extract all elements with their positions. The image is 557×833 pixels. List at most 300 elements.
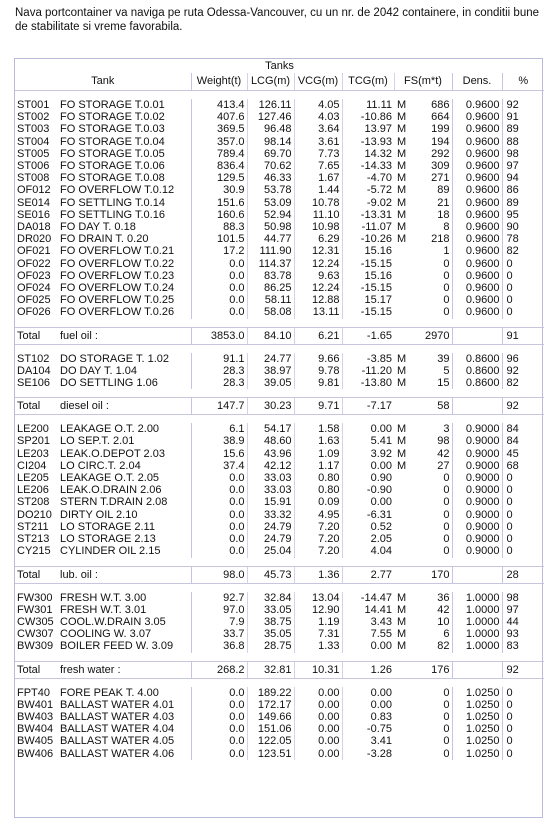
weight-cell: 0.0 — [191, 306, 247, 318]
density-cell: 0.9000 — [452, 545, 502, 557]
percent-cell: 68 — [502, 460, 544, 472]
tank-name: FO STORAGE T.0.05 — [60, 147, 165, 160]
total-lcg: 84.10 — [247, 327, 294, 344]
tcg-cell: 0.00 — [342, 699, 394, 711]
vcg-cell: 12.90 — [294, 604, 342, 616]
tank-code: ST211 — [17, 520, 49, 533]
vcg-cell: 9.81 — [294, 377, 342, 389]
density-cell: 0.9600 — [452, 306, 502, 318]
total-fs: 2970 — [412, 327, 452, 344]
percent-cell: 45 — [502, 448, 544, 460]
fs-unit-cell: M — [397, 99, 407, 111]
tank-code: OF021 — [17, 245, 51, 258]
fs-cell: 0 — [443, 723, 450, 736]
fs-cell: 21 — [437, 196, 450, 209]
percent-cell: 78 — [502, 233, 544, 245]
tank-code: LE203 — [17, 447, 49, 460]
tank-code: ST001 — [17, 99, 50, 111]
lcg-cell: 58.08 — [247, 306, 294, 318]
total-vcg: 10.31 — [294, 661, 342, 678]
lcg-cell: 111.90 — [247, 245, 294, 257]
density-cell: 0.9600 — [452, 160, 502, 172]
vcg-cell: 9.63 — [294, 270, 342, 282]
weight-cell: 28.3 — [191, 377, 247, 389]
table-row — [15, 687, 544, 699]
fs-unit-cell: M — [397, 233, 407, 246]
vcg-cell: 1.17 — [294, 460, 342, 472]
fs-unit-cell: M — [397, 135, 407, 148]
total-vcg: 6.21 — [294, 327, 342, 344]
table-row — [15, 723, 544, 735]
tcg-cell: -3.28 — [342, 748, 394, 760]
table-row — [15, 604, 544, 616]
fs-cell: 18 — [437, 208, 450, 221]
vcg-cell: 7.31 — [294, 628, 342, 640]
table-row — [15, 209, 544, 221]
vcg-cell: 7.20 — [294, 533, 342, 545]
table-row — [15, 377, 544, 389]
tcg-cell: 3.43 — [342, 616, 394, 628]
density-cell: 0.9600 — [452, 184, 502, 196]
weight-cell: 129.5 — [191, 172, 247, 184]
fs-unit-cell — [394, 245, 412, 257]
vcg-cell: 7.20 — [294, 545, 342, 557]
density-cell: 0.9600 — [452, 258, 502, 270]
table-row — [15, 545, 544, 557]
percent-cell: 0 — [502, 748, 544, 760]
tank-name: DIRTY OIL 2.10 — [60, 508, 138, 521]
total-weight: 147.7 — [191, 398, 247, 415]
total-lcg: 30.23 — [247, 398, 294, 415]
density-cell: 1.0000 — [452, 616, 502, 628]
fs-cell: 39 — [437, 352, 450, 365]
density-cell: 1.0250 — [452, 735, 502, 747]
tank-name: FO OVERFLOW T.0.24 — [60, 282, 175, 295]
weight-cell: 0.0 — [191, 509, 247, 521]
lcg-cell: 86.25 — [247, 282, 294, 294]
fs-cell: 0 — [443, 306, 450, 319]
tcg-cell: -13.80 — [342, 377, 394, 389]
header-lcg: LCG(m) — [247, 73, 294, 91]
fs-unit-cell — [394, 735, 412, 747]
weight-cell: 0.0 — [191, 735, 247, 747]
tanks-table-frame — [14, 58, 543, 818]
lcg-cell: 25.04 — [247, 545, 294, 557]
fs-cell: 686 — [431, 99, 450, 111]
percent-cell: 0 — [502, 472, 544, 484]
group-spacer — [15, 344, 544, 353]
percent-cell: 0 — [502, 699, 544, 711]
total-name: lub. oil : — [58, 566, 191, 583]
fs-unit-cell: M — [397, 615, 407, 628]
spacer-cell — [15, 558, 544, 567]
weight-cell: 0.0 — [191, 258, 247, 270]
weight-cell: 0.0 — [191, 521, 247, 533]
weight-cell: 17.2 — [191, 245, 247, 257]
vcg-cell: 0.00 — [294, 748, 342, 760]
lcg-cell: 42.12 — [247, 460, 294, 472]
tcg-cell: 2.05 — [342, 533, 394, 545]
fs-cell: 0 — [443, 484, 450, 497]
weight-cell: 357.0 — [191, 136, 247, 148]
table-row — [15, 628, 544, 640]
vcg-cell: 10.98 — [294, 221, 342, 233]
lcg-cell: 33.03 — [247, 484, 294, 496]
vcg-cell: 7.73 — [294, 148, 342, 160]
fs-cell: 0 — [443, 747, 450, 760]
tank-name: LEAK.O.DRAIN 2.06 — [60, 484, 162, 497]
tank-code: ST005 — [17, 147, 50, 160]
fs-unit-cell — [394, 484, 412, 496]
fs-cell: 292 — [431, 147, 450, 160]
tank-name: FO OVERFLOW T.0.21 — [60, 245, 175, 258]
lcg-cell: 15.91 — [247, 496, 294, 508]
fs-unit-cell: M — [397, 160, 407, 173]
weight-cell: 0.0 — [191, 748, 247, 760]
tcg-cell: -13.93 — [342, 136, 394, 148]
tank-name: LEAKAGE O.T. 2.00 — [60, 423, 160, 436]
lcg-cell: 58.11 — [247, 294, 294, 306]
fs-cell: 0 — [443, 508, 450, 521]
tank-name: BALLAST WATER 4.01 — [60, 698, 175, 711]
fs-cell: 98 — [437, 435, 450, 448]
fs-unit-cell — [394, 496, 412, 508]
header-percent: % — [502, 73, 544, 91]
fs-unit-cell: M — [397, 123, 407, 136]
lcg-cell: 53.78 — [247, 184, 294, 196]
percent-cell: 0 — [502, 484, 544, 496]
tank-code: FW300 — [17, 591, 53, 604]
weight-cell: 407.6 — [191, 111, 247, 123]
tank-name: BALLAST WATER 4.05 — [60, 735, 175, 748]
lcg-cell: 24.79 — [247, 533, 294, 545]
tcg-cell: -3.85 — [342, 353, 394, 365]
percent-cell: 0 — [502, 282, 544, 294]
total-fs-unit — [394, 327, 412, 344]
tank-code: ST008 — [17, 172, 50, 185]
vcg-cell: 3.64 — [294, 123, 342, 135]
vcg-cell: 9.78 — [294, 365, 342, 377]
header-density: Dens. — [452, 73, 502, 91]
table-row — [15, 294, 544, 306]
table-row — [15, 233, 544, 245]
tank-name: STERN T.DRAIN 2.08 — [60, 496, 168, 509]
percent-cell: 92 — [502, 365, 544, 377]
vcg-cell: 10.78 — [294, 197, 342, 209]
tank-name: DO STORAGE T. 1.02 — [60, 352, 170, 365]
weight-cell: 6.1 — [191, 423, 247, 435]
fs-unit-cell — [394, 258, 412, 270]
table-row — [15, 711, 544, 723]
table-row — [15, 735, 544, 747]
weight-cell: 30.9 — [191, 184, 247, 196]
vcg-cell: 1.67 — [294, 172, 342, 184]
tcg-cell: -11.20 — [342, 365, 394, 377]
tank-name: FO STORAGE T.0.08 — [60, 172, 165, 185]
tank-code: ST004 — [17, 135, 50, 148]
tank-code: CI204 — [17, 459, 47, 472]
weight-cell: 0.0 — [191, 270, 247, 282]
density-cell: 1.0250 — [452, 723, 502, 735]
tank-name: FO OVERFLOW T.0.25 — [60, 294, 175, 307]
vcg-cell: 1.19 — [294, 616, 342, 628]
tank-name: LO STORAGE 2.13 — [60, 533, 156, 546]
weight-cell: 0.0 — [191, 545, 247, 557]
total-weight: 3853.0 — [191, 327, 247, 344]
table-row — [15, 699, 544, 711]
fs-unit-cell: M — [397, 459, 407, 472]
vcg-cell: 12.31 — [294, 245, 342, 257]
lcg-cell: 123.51 — [247, 748, 294, 760]
tcg-cell: 14.32 — [342, 148, 394, 160]
vcg-cell: 0.80 — [294, 472, 342, 484]
fs-cell: 0 — [443, 710, 450, 723]
tank-code: BW404 — [17, 723, 54, 736]
vcg-cell: 0.00 — [294, 723, 342, 735]
fs-cell: 42 — [437, 447, 450, 460]
fs-cell: 27 — [437, 459, 450, 472]
total-name: fuel oil : — [58, 327, 191, 344]
tcg-cell: 3.41 — [342, 735, 394, 747]
tank-name: FO SETTLING T.0.14 — [60, 196, 165, 209]
tank-name: FO OVERFLOW T.0.23 — [60, 269, 175, 282]
fs-cell: 6 — [443, 628, 450, 641]
fs-unit-cell: M — [397, 423, 407, 436]
percent-cell: 94 — [502, 172, 544, 184]
fs-cell: 3 — [443, 423, 450, 436]
tank-code: DR020 — [17, 233, 52, 246]
table-row — [15, 496, 544, 508]
total-fs-unit — [394, 661, 412, 678]
tcg-cell: -9.02 — [342, 197, 394, 209]
tcg-cell: 0.00 — [342, 687, 394, 699]
table-row — [15, 521, 544, 533]
percent-cell: 88 — [502, 136, 544, 148]
density-cell: 1.0000 — [452, 628, 502, 640]
table-row — [15, 123, 544, 135]
total-weight: 268.2 — [191, 661, 247, 678]
density-cell: 1.0250 — [452, 699, 502, 711]
fs-cell: 0 — [443, 520, 450, 533]
tank-code: OF012 — [17, 184, 51, 197]
tcg-cell: 0.00 — [342, 460, 394, 472]
percent-cell: 83 — [502, 640, 544, 652]
fs-unit-cell: M — [397, 147, 407, 160]
density-cell: 0.9000 — [452, 521, 502, 533]
tank-code: OF023 — [17, 269, 51, 282]
tank-code: FPT40 — [17, 686, 51, 699]
table-row — [15, 184, 544, 196]
spacer-cell — [15, 583, 544, 592]
fs-cell: 664 — [431, 111, 450, 124]
tanks-table — [15, 59, 544, 760]
fs-cell: 0 — [443, 282, 450, 295]
lcg-cell: 69.70 — [247, 148, 294, 160]
fs-cell: 0 — [443, 472, 450, 485]
weight-cell: 0.0 — [191, 294, 247, 306]
lcg-cell: 172.17 — [247, 699, 294, 711]
fs-cell: 0 — [443, 269, 450, 282]
vcg-cell: 7.20 — [294, 521, 342, 533]
vcg-cell: 0.00 — [294, 735, 342, 747]
weight-cell: 0.0 — [191, 484, 247, 496]
tank-name: DO SETTLING 1.06 — [60, 377, 158, 390]
tcg-cell: -0.75 — [342, 723, 394, 735]
tcg-cell: -11.07 — [342, 221, 394, 233]
percent-cell: 0 — [502, 496, 544, 508]
header-fs: FS(m*t) — [394, 73, 452, 91]
total-name: diesel oil : — [58, 398, 191, 415]
tank-name: BALLAST WATER 4.04 — [60, 723, 175, 736]
fs-cell: 194 — [431, 135, 450, 148]
total-fs: 170 — [412, 566, 452, 583]
spacer-cell — [15, 319, 544, 328]
lcg-cell: 53.09 — [247, 197, 294, 209]
vcg-cell: 4.95 — [294, 509, 342, 521]
table-row — [15, 616, 544, 628]
density-cell: 1.0000 — [452, 604, 502, 616]
tcg-cell: 0.83 — [342, 711, 394, 723]
tank-name: FO STORAGE T.0.01 — [60, 99, 165, 111]
total-lcg: 32.81 — [247, 661, 294, 678]
fs-unit-cell: M — [397, 221, 407, 234]
fs-cell: 218 — [431, 233, 450, 246]
tank-code: BW406 — [17, 747, 54, 760]
tank-name: FO DAY T. 0.18 — [60, 221, 136, 234]
tcg-cell: -6.31 — [342, 509, 394, 521]
fs-unit-cell — [394, 294, 412, 306]
tcg-cell: 0.52 — [342, 521, 394, 533]
fs-unit-cell: M — [397, 628, 407, 641]
tank-code: SE014 — [17, 196, 51, 209]
tcg-cell: -0.90 — [342, 484, 394, 496]
tcg-cell: -15.15 — [342, 282, 394, 294]
table-row — [15, 111, 544, 123]
tank-name: BALLAST WATER 4.06 — [60, 747, 175, 760]
density-cell: 0.9000 — [452, 460, 502, 472]
density-cell: 0.9600 — [452, 282, 502, 294]
tcg-cell: -5.72 — [342, 184, 394, 196]
lcg-cell: 96.48 — [247, 123, 294, 135]
weight-cell: 15.6 — [191, 448, 247, 460]
weight-cell: 36.8 — [191, 640, 247, 652]
fs-cell: 36 — [437, 591, 450, 604]
fs-unit-cell: M — [397, 447, 407, 460]
tanks-table-body — [15, 91, 544, 760]
tcg-cell: 3.92 — [342, 448, 394, 460]
fs-cell: 82 — [437, 640, 450, 653]
total-tcg: 2.77 — [342, 566, 394, 583]
lcg-cell: 24.79 — [247, 521, 294, 533]
density-cell: 0.9000 — [452, 509, 502, 521]
percent-cell: 89 — [502, 123, 544, 135]
fs-unit-cell — [394, 472, 412, 484]
fs-unit-cell: M — [397, 172, 407, 185]
vcg-cell: 1.44 — [294, 184, 342, 196]
weight-cell: 160.6 — [191, 209, 247, 221]
total-label: Total — [15, 566, 58, 583]
percent-cell: 84 — [502, 423, 544, 435]
density-cell: 0.9600 — [452, 233, 502, 245]
fs-unit-cell — [394, 711, 412, 723]
density-cell: 0.9000 — [452, 496, 502, 508]
table-row — [15, 172, 544, 184]
table-row — [15, 245, 544, 257]
weight-cell: 92.7 — [191, 592, 247, 604]
density-cell: 1.0000 — [452, 592, 502, 604]
density-cell: 1.0250 — [452, 687, 502, 699]
total-density — [452, 398, 502, 415]
density-cell: 0.9600 — [452, 221, 502, 233]
total-row — [15, 661, 544, 678]
density-cell: 1.0000 — [452, 640, 502, 652]
tank-name: FORE PEAK T. 4.00 — [60, 686, 159, 699]
density-cell: 0.8600 — [452, 365, 502, 377]
table-row — [15, 640, 544, 652]
vcg-cell: 6.29 — [294, 233, 342, 245]
table-row — [15, 509, 544, 521]
tcg-cell: 0.00 — [342, 640, 394, 652]
fs-unit-cell: M — [397, 208, 407, 221]
vcg-cell: 12.24 — [294, 258, 342, 270]
density-cell: 0.9600 — [452, 111, 502, 123]
tank-code: SP201 — [17, 435, 51, 448]
fs-unit-cell: M — [397, 364, 407, 377]
weight-cell: 0.0 — [191, 496, 247, 508]
density-cell: 0.9600 — [452, 123, 502, 135]
weight-cell: 369.5 — [191, 123, 247, 135]
fs-cell: 0 — [443, 686, 450, 699]
fs-unit-cell: M — [397, 591, 407, 604]
table-row — [15, 435, 544, 447]
density-cell: 0.9000 — [452, 533, 502, 545]
group-spacer — [15, 319, 544, 328]
tank-name: CYLINDER OIL 2.15 — [60, 545, 161, 558]
tank-code: LE200 — [17, 423, 49, 436]
tank-name: FO OVERFLOW T.0.26 — [60, 306, 175, 319]
group-spacer — [15, 415, 544, 424]
header-vcg: VCG(m) — [294, 73, 342, 91]
total-tcg: -1.65 — [342, 327, 394, 344]
tank-name: FRESH W.T. 3.01 — [60, 603, 147, 616]
total-density — [452, 566, 502, 583]
lcg-cell: 24.77 — [247, 353, 294, 365]
density-cell: 0.9000 — [452, 435, 502, 447]
lcg-cell: 149.66 — [247, 711, 294, 723]
lcg-cell: 52.94 — [247, 209, 294, 221]
percent-cell: 0 — [502, 533, 544, 545]
tcg-cell: 7.55 — [342, 628, 394, 640]
lcg-cell: 189.22 — [247, 687, 294, 699]
tcg-cell: 15.16 — [342, 245, 394, 257]
fs-cell: 271 — [431, 172, 450, 185]
tank-code: BW401 — [17, 698, 54, 711]
vcg-cell: 9.66 — [294, 353, 342, 365]
lcg-cell: 50.98 — [247, 221, 294, 233]
table-row — [15, 533, 544, 545]
percent-cell: 0 — [502, 509, 544, 521]
lcg-cell: 44.77 — [247, 233, 294, 245]
fs-cell: 15 — [437, 377, 450, 390]
total-lcg: 45.73 — [247, 566, 294, 583]
table-row — [15, 136, 544, 148]
vcg-cell: 0.09 — [294, 496, 342, 508]
spacer-cell — [15, 678, 544, 687]
density-cell: 0.9000 — [452, 448, 502, 460]
fs-unit-cell — [394, 521, 412, 533]
table-row — [15, 148, 544, 160]
tcg-cell: 15.17 — [342, 294, 394, 306]
